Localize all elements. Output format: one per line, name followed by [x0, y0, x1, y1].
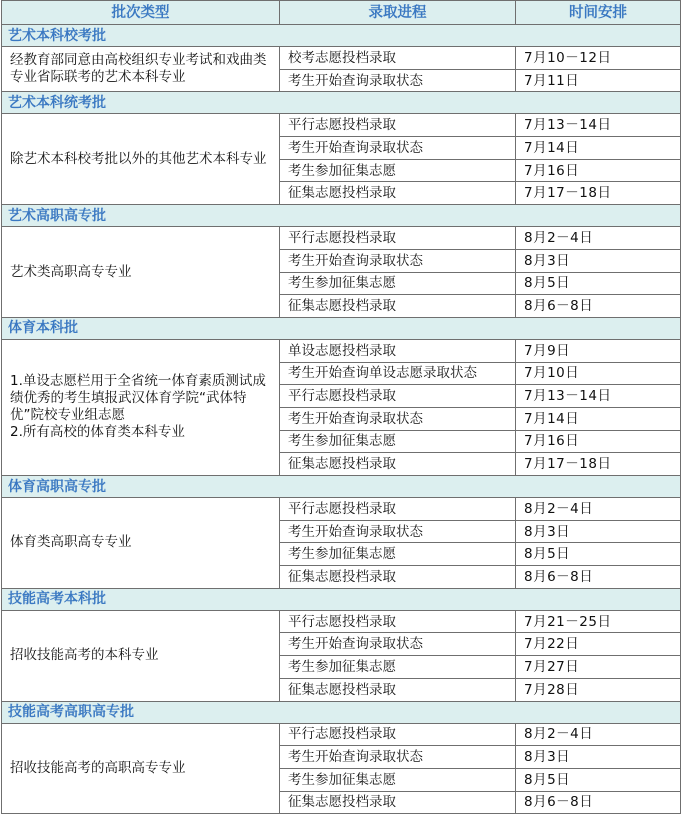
section-header-row	[2, 588, 681, 610]
process-step: 平行志愿投档录取	[280, 498, 516, 521]
process-step: 平行志愿投档录取	[280, 610, 516, 633]
description-line: 体育类高职高专专业	[10, 534, 132, 551]
process-step: 考生开始查询录取状态	[280, 633, 516, 656]
batch-description	[2, 723, 280, 814]
process-step: 考生参加征集志愿	[280, 159, 516, 182]
process-step: 考生开始查询单设志愿录取状态	[280, 362, 516, 385]
schedule-date: 7月10日	[516, 362, 681, 385]
process-step: 考生开始查询录取状态	[280, 249, 516, 272]
section-title: 艺术高职高专批	[2, 205, 681, 227]
table-row	[2, 339, 681, 362]
schedule-date: 8月2－4日	[516, 723, 681, 746]
process-step: 考生开始查询录取状态	[280, 137, 516, 160]
schedule-date: 8月2－4日	[516, 227, 681, 250]
schedule-date: 7月11日	[516, 69, 681, 92]
schedule-date: 7月21－25日	[516, 610, 681, 633]
process-step: 平行志愿投档录取	[280, 114, 516, 137]
schedule-date: 7月9日	[516, 339, 681, 362]
description-line: 招收技能高考的高职高专专业	[10, 759, 186, 776]
header-admission-process: 录取进程	[280, 1, 516, 25]
process-step: 征集志愿投档录取	[280, 295, 516, 318]
process-step: 校考志愿投档录取	[280, 47, 516, 70]
section-title: 技能高考本科批	[2, 588, 681, 610]
schedule-date: 7月14日	[516, 137, 681, 160]
process-step: 单设志愿投档录取	[280, 339, 516, 362]
table-row	[2, 498, 681, 521]
description-line: 2.所有高校的体育类本科专业	[10, 424, 185, 441]
description-line: 经教育部同意由高校组织专业考试和戏曲类专业省际联考的艺术本科专业	[10, 52, 267, 86]
batch-description	[2, 227, 280, 318]
schedule-date: 7月10－12日	[516, 47, 681, 70]
schedule-date: 8月3日	[516, 249, 681, 272]
schedule-date: 7月13－14日	[516, 114, 681, 137]
schedule-date: 8月5日	[516, 768, 681, 791]
schedule-date: 7月14日	[516, 407, 681, 430]
schedule-date: 8月3日	[516, 746, 681, 769]
schedule-date: 7月16日	[516, 159, 681, 182]
table-row	[2, 610, 681, 633]
process-step: 考生开始查询录取状态	[280, 407, 516, 430]
section-header-row	[2, 317, 681, 339]
section-header-row	[2, 205, 681, 227]
table-row	[2, 227, 681, 250]
schedule-date: 8月5日	[516, 272, 681, 295]
section-title: 体育高职高专批	[2, 476, 681, 498]
schedule-date: 7月13－14日	[516, 385, 681, 408]
process-step: 考生参加征集志愿	[280, 768, 516, 791]
batch-description	[2, 339, 280, 475]
process-step: 平行志愿投档录取	[280, 227, 516, 250]
header-row	[2, 1, 681, 25]
batch-description	[2, 610, 280, 701]
section-title: 技能高考高职高专批	[2, 701, 681, 723]
schedule-date: 8月6－8日	[516, 791, 681, 814]
schedule-date: 7月22日	[516, 633, 681, 656]
description-line: 艺术类高职高专专业	[10, 263, 132, 280]
description-line: 1.单设志愿栏用于全省统一体育素质测试成绩优秀的考生填报武汉体育学院“武体特优”院校专业组志愿	[10, 373, 266, 424]
process-step: 征集志愿投档录取	[280, 182, 516, 205]
header-time-schedule: 时间安排	[516, 1, 681, 25]
description-line: 除艺术本科校考批以外的其他艺术本科专业	[10, 150, 267, 167]
schedule-date: 7月28日	[516, 678, 681, 701]
schedule-date: 8月3日	[516, 520, 681, 543]
schedule-date: 7月27日	[516, 656, 681, 679]
section-title: 艺术本科校考批	[2, 25, 681, 47]
process-step: 征集志愿投档录取	[280, 678, 516, 701]
schedule-date: 8月5日	[516, 543, 681, 566]
description-line: 招收技能高考的本科专业	[10, 647, 159, 664]
schedule-date: 7月16日	[516, 430, 681, 453]
batch-description	[2, 47, 280, 92]
batch-description	[2, 498, 280, 589]
process-step: 考生开始查询录取状态	[280, 69, 516, 92]
section-title: 艺术本科统考批	[2, 92, 681, 114]
schedule-date: 7月17－18日	[516, 453, 681, 476]
section-title: 体育本科批	[2, 317, 681, 339]
process-step: 平行志愿投档录取	[280, 385, 516, 408]
process-step: 征集志愿投档录取	[280, 566, 516, 589]
table-row	[2, 47, 681, 70]
process-step: 考生参加征集志愿	[280, 543, 516, 566]
process-step: 考生开始查询录取状态	[280, 520, 516, 543]
schedule-table	[1, 0, 681, 814]
process-step: 考生参加征集志愿	[280, 656, 516, 679]
process-step: 征集志愿投档录取	[280, 453, 516, 476]
schedule-date: 7月17－18日	[516, 182, 681, 205]
section-header-row	[2, 25, 681, 47]
batch-description	[2, 114, 280, 205]
process-step: 平行志愿投档录取	[280, 723, 516, 746]
schedule-body	[2, 25, 681, 814]
section-header-row	[2, 701, 681, 723]
table-row	[2, 114, 681, 137]
process-step: 考生参加征集志愿	[280, 272, 516, 295]
process-step: 征集志愿投档录取	[280, 791, 516, 814]
schedule-date: 8月6－8日	[516, 295, 681, 318]
process-step: 考生参加征集志愿	[280, 430, 516, 453]
process-step: 考生开始查询录取状态	[280, 746, 516, 769]
schedule-date: 8月6－8日	[516, 566, 681, 589]
section-header-row	[2, 476, 681, 498]
section-header-row	[2, 92, 681, 114]
header-batch-type: 批次类型	[2, 1, 280, 25]
schedule-date: 8月2－4日	[516, 498, 681, 521]
table-row	[2, 723, 681, 746]
